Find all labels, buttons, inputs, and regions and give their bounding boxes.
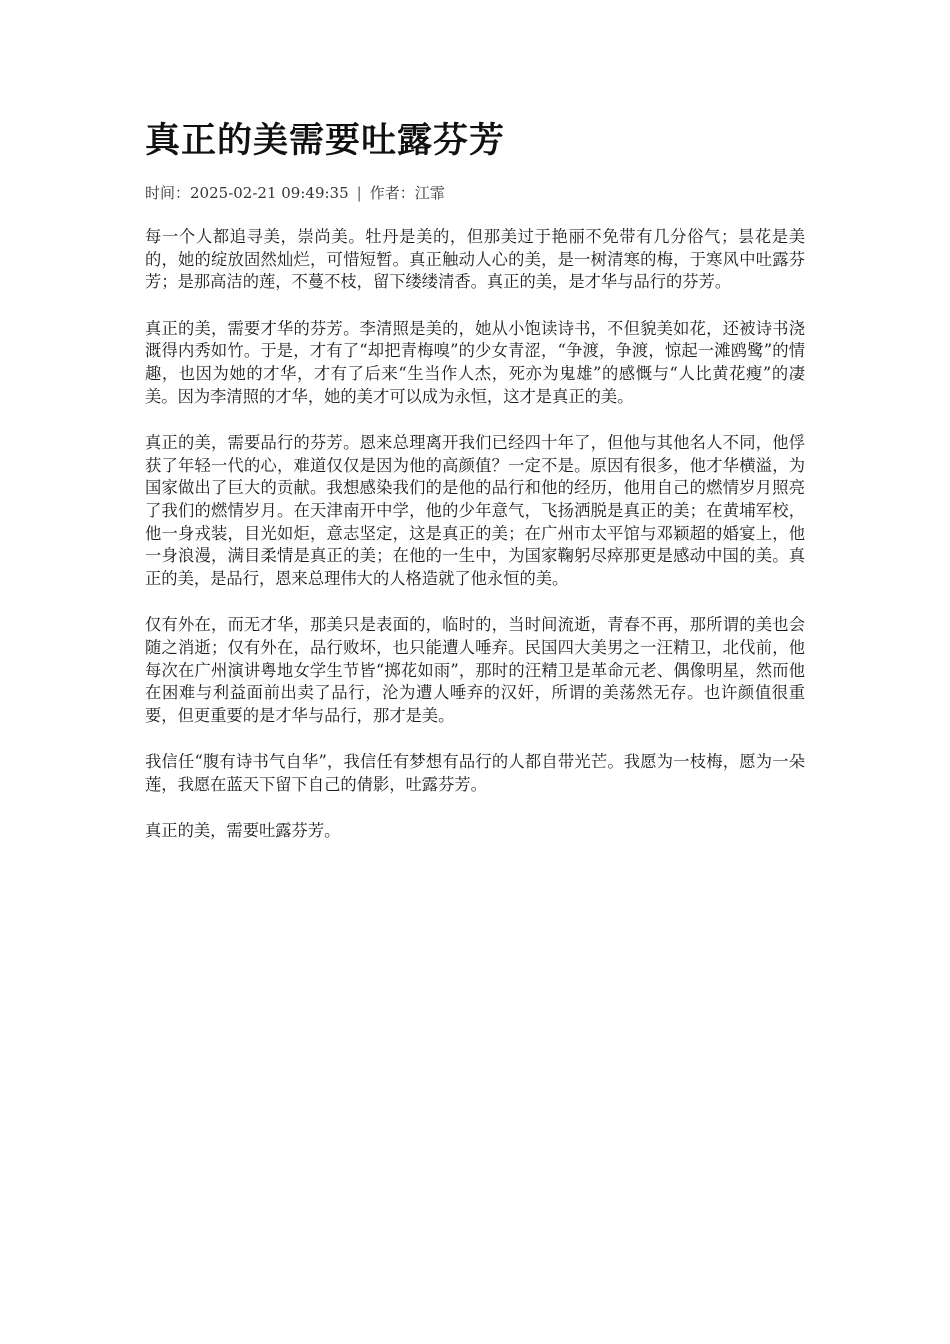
- author-label: 作者：: [369, 184, 415, 202]
- article-meta: [145, 182, 445, 204]
- author-name: 江霏: [414, 184, 445, 202]
- article-title: 真正的美需要吐露芬芳: [145, 121, 506, 161]
- time-label: 时间：: [145, 184, 191, 202]
- paragraph-5: 我信任“腹有诗书气自华”，我信任有梦想有品行的人都自带光芒。我愿为一枝梅，愿为一朵莲，我愿在蓝天下留下自己的倩影，吐露芬芳。: [145, 752, 805, 794]
- article-body: [145, 226, 805, 867]
- publish-time: 2025-02-21 09:49:35: [190, 184, 349, 202]
- meta-separator: |: [356, 184, 362, 202]
- paragraph-3: 真正的美，需要品行的芬芳。恩来总理离开我们已经四十年了，但他与其他名人不同，他俘获了年轻一代的心，难道仅仅是因为他的高颜值？一定不是。原因有很多，他才华横溢，为国家做出了巨大的贡献。我想感染我们的是他的品行和他的经历，他用自己的燃情岁月照亮了我们的燃情岁月。在天津南开中学，他的少年意气，飞扬洒脱是真正的美；在黄埔军校，他一身戎装，目光如炬，意志坚定，这是真正的美；在广州市太平馆与邓颖超的婚宴上，他一身浪漫，满目柔情是真正的美；在他的一生中，为国家鞠躬尽瘁那更是感动中国的美。真正的美，是品行，恩来总理伟大的人格造就了他永恒的美。: [145, 433, 805, 588]
- paragraph-1: 每一个人都追寻美，崇尚美。牡丹是美的，但那美过于艳丽不免带有几分俗气；昙花是美的，她的绽放固然灿烂，可惜短暂。真正触动人心的美，是一树清寒的梅，于寒风中吐露芬芳；是那高洁的莲，不蔓不枝，留下缕缕清香。真正的美，是才华与品行的芬芳。: [145, 227, 805, 292]
- paragraph-6: 真正的美，需要吐露芬芳。: [145, 821, 341, 841]
- paragraph-2: 真正的美，需要才华的芬芳。李清照是美的，她从小饱读诗书，不但貌美如花，还被诗书浇溉得内秀如竹。于是，才有了“却把青梅嗅”的少女青涩，“争渡，争渡，惊起一滩鸥鹭”的情趣，也因为她的才华，才有了后来“生当作人杰，死亦为鬼雄”的感慨与“人比黄花瘦”的凄美。因为李清照的才华，她的美才可以成为永恒，这才是真正的美。: [145, 318, 805, 406]
- paragraph-4: 仅有外在，而无才华，那美只是表面的，临时的，当时间流逝，青春不再，那所谓的美也会随之消逝；仅有外在，品行败坏，也只能遭人唾弃。民国四大美男之一汪精卫，北伐前，他每次在广州演讲粤地女学生节皆“掷花如雨”，那时的汪精卫是革命元老、偶像明星，然而他在困难与利益面前出卖了品行，沦为遭人唾弃的汉奸，所谓的美荡然无存。也许颜值很重要，但更重要的是才华与品行，那才是美。: [145, 615, 805, 725]
